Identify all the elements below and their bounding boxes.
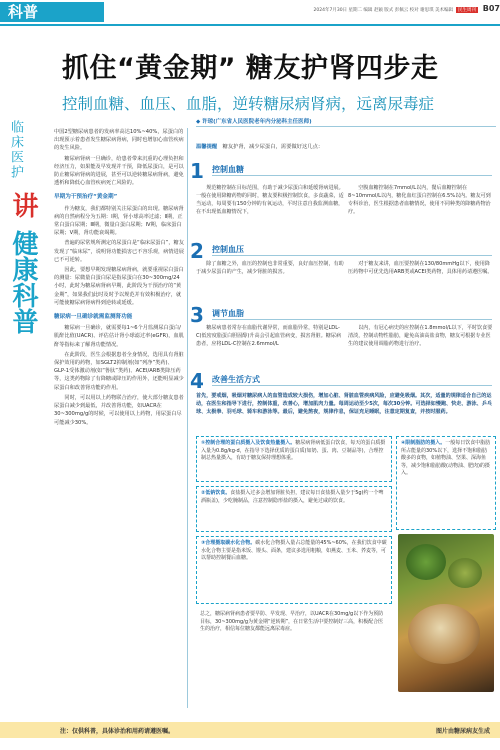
header-badge: 民生周刊: [458, 8, 476, 13]
tip-box-2: [196, 486, 392, 532]
left-para-4: 普遍的尿常规所测定的尿蛋白是“临床尿蛋白”，糖友发现了“临床尿”，说明肾功能损害已不容乐观，病情进展已不可逆转。: [54, 240, 184, 263]
column-divider: [187, 128, 188, 708]
left-para-6: 糖尿病一旦确诊，就需要每1~6个月监测尿白蛋白/肌酐比值(UACR)、评估估计肾小球滤过率(eGFR)，血肌酐等指标来了解肾功能情况。: [54, 325, 184, 348]
intro-text: 糖友护肾，减少尿蛋白，需要做好这几点：: [222, 144, 324, 150]
photo-greens-2: [448, 558, 482, 588]
left-para-2: 糖尿病肾病一旦确诊，给患者带来沉重的心理负担和经济压力，如果能及早发现并干预，降低尿蛋白，是可以防止糖尿病肾病的进展，甚至可以逆转糖尿病肾病，避免透析和降低心血管疾病死亡风险的。: [54, 155, 184, 187]
step-divider: [212, 385, 492, 386]
step-4: [190, 370, 496, 436]
step-2: [190, 240, 496, 290]
left-column: [54, 128, 184, 429]
step-text-b: [348, 324, 494, 348]
summary-text: 总之，糖尿病肾病患者要早防、早发现、早治疗，以UACR在30mg/g以下作为预防目标，30~300mg/g为黄金期“逆转期”，在日常生活中要控制好三高，积极配合医生的治疗，相信每位糖友都能远离尿毒症。: [200, 611, 384, 633]
step-number: 1: [190, 159, 204, 183]
footer-note: 注：仅供科普，具体诊治和用药请遵医嘱。: [60, 728, 175, 735]
left-para-5: 因此，要想早期发现糖尿病肾病，就要重视尿白蛋白的测量：尿微量白蛋白尿是指尿蛋白在30~300mg/24小时，此时为糖尿病肾病早期，此阶段为干预治疗的“黄金期”，如果我们此时及时予以规范并有效积极治疗，就可能使糖尿病肾病得到逆转或延缓。: [54, 267, 184, 306]
step-1-text-b: 空腹血糖控制在7mmol/L以内，餐后血糖控制在8~10mmol/L以内，糖化血红蛋白控制在6.5%以内。糖友可到专科诊治，医生根据患者血糖情况，使用不同种类的降糖药物治疗。: [348, 185, 491, 215]
sidebar: [0, 120, 50, 380]
step-text: [196, 392, 494, 416]
left-para-7: 在此阶段，医生会根据患者全身情况，选用具有肾脏保护效用的药物，如SGLT2抑制剂(如“列净”类药)、GLP-1受体激动剂(如“鲁肽”类药)、ACEI/ARB类降压药等，这类药物除了有降糖或降压的作用外，还能明显减少尿蛋白和改善肾功能的作用。: [54, 351, 184, 391]
step-heading: 控制血糖: [212, 165, 244, 174]
left-para-8: 同时，可以用以上药物联合治疗，使大部分糖友患者尿蛋白减少到最低，并改善肾功能，如UACR在30~300mg/g的时候，可以使用以上药物，用尿蛋白尽可能减少30%。: [54, 394, 184, 426]
step-2-text-a: 除了血糖之外，血压的控制也非常重要，良好血压控制，有助于减少尿蛋白的产生，减少肾脏的损害。: [196, 261, 344, 275]
tip-text: 碳水化合物摄入量占总能量的45%~60%，在我们饮食中碳水化合物主要是指米饭、馒头、面条，建议多选用粗粮，如燕麦、玉米、荞麦等，可以帮助控制餐后血糖。: [201, 540, 387, 562]
photo-bowl: [408, 604, 480, 664]
step-4-text: 首先，要戒烟，吸烟对糖尿病人的血管造成较大损伤，增加心脏、肾脏血管疾病风险，应避免吸烟。其次，适量的规律适合自己的运动，在医生和指导下进行，控制体重，改善心，增加肌肉力量。每周运动至少5次，每次30分钟。可选择如慢跑、快走、游泳、乒乓球、太极拳、羽毛球、骑车和游泳等。最后，避免熬夜，规律作息，保证充足睡眠，注意定期复查，并按时服药。: [196, 393, 492, 415]
tip-heading: ③合理摄取碳水化合物。: [201, 540, 256, 546]
summary-box: [196, 608, 392, 698]
step-3-text-b: 以内，有冠心病史的应控制在1.8mmol/L以下，平时饮食要清淡，控制动物性脂肪，避免高油高盐食物，糖友可根据专业医生的建议使用调脂药物进行治疗。: [348, 325, 493, 347]
step-3: [190, 304, 496, 364]
tip-text: 一般每日饮食中脂肪所占能量的30%以下，选择不饱和脂肪酸多的食物，如植物油、坚果、深海鱼等，减少饱和脂肪酸(动物油、肥肉)的摄入。: [401, 440, 491, 477]
step-heading: 改善生活方式: [212, 375, 260, 384]
page-footer: [0, 722, 500, 738]
step-text-b: [348, 184, 494, 216]
step-text-a: [196, 324, 344, 348]
footer-credit: 图片由糖尿病友生成: [435, 728, 490, 735]
step-heading: 调节血脂: [212, 309, 244, 318]
photo-greens: [406, 544, 446, 580]
tip-heading: ①控制合理的蛋白质摄入及饮食热量摄入。: [201, 440, 296, 446]
tip-heading: ②低钠饮食。: [201, 490, 231, 496]
tip-text: 食盐摄入过多会增加肾脏负担，建议每日食盐摄入量少于5g(约一个啤酒瓶盖)，少吃腌制品，注意控制隐形盐的摄入，避免过咸的饮食。: [201, 490, 384, 504]
intro-label: 温馨提醒: [196, 144, 218, 150]
author-divider: [196, 126, 496, 127]
left-section-heading-1: 早期为干预治疗“黄金期”: [54, 194, 118, 201]
left-para-1: 中国2型糖尿病患者的发病率高达10%~40%，尿蛋白的出现预示着患者发生糖尿病肾病，同时也增加心血管疾病的发生风险。: [54, 129, 184, 152]
tip-box-1: [196, 436, 392, 482]
step-divider: [212, 319, 492, 320]
step-divider: [212, 255, 492, 256]
article-subtitle: 控制血糖、血压、血脂，逆转糖尿病肾病，远离尿毒症: [62, 95, 435, 113]
page-header: [0, 0, 500, 24]
intro: [196, 142, 323, 150]
step-text-a: [196, 260, 344, 276]
step-number: 2: [190, 239, 204, 263]
tip-heading: ④限制脂肪的摄入。: [401, 440, 446, 446]
tip-box-3: [196, 536, 392, 604]
sidebar-big-1: 讲: [8, 192, 38, 218]
header-divider: [0, 24, 500, 26]
section-tag: 科普: [0, 2, 104, 22]
sidebar-column-label: 临床医护: [8, 120, 23, 180]
sidebar-big-2: 健康科普: [8, 230, 38, 334]
step-heading: 控制血压: [212, 245, 244, 254]
step-3-text-a: 糖尿病患者常存在血脂代谢异常，而血脂异常，特别是LDL-C(低密度脂蛋白胆固醇)升高会引起血管病变，损害肾脏。糖尿病患者，应将LDL-C控制在2.6mmol/L: [196, 325, 342, 347]
food-photo: [398, 534, 494, 692]
step-number: 3: [190, 303, 204, 327]
step-divider: [212, 175, 492, 176]
step-number: 4: [190, 369, 204, 393]
step-text-b: [348, 260, 494, 276]
left-para-3: 作为糖友，我们都特别关注尿蛋白的出现。糖尿病肾病的自然病程分为五期：Ⅰ期，肾小球高率过滤；Ⅱ期，正常白蛋白尿期；Ⅲ期，微量白蛋白尿期；Ⅳ期，临床蛋白尿期；Ⅴ期，肾功能衰竭期。: [54, 205, 184, 237]
header-meta-text: 2024年7月30日 星期二 编辑 赵颖 版式 彭佩云 校对 谢思琪 美术编辑: [313, 8, 453, 13]
author-line: ◆ 许琼(广东省人民医院老年内分泌科主任医师): [196, 119, 312, 125]
step-1: [190, 160, 496, 220]
step-2-text-b: 对于糖友来讲，血压要控制在130/80mmHg以下，使用降压药物中可优先选用ARB类或ACEI类药物，具体用药请遵医嘱。: [348, 261, 493, 275]
left-section-heading-2: 糖尿病一旦确诊就需监测肾功能: [54, 314, 133, 321]
header-meta: [314, 7, 478, 13]
step-1-text-a: 规范糖控制在目标范围，有助于减少尿蛋白和延缓肾病进展。一般在使用降糖药物的同时，糖友要积极控制饮食，多食蔬菜，适当运动，每周要有150分钟的有氧运动，平时注意自我监测血糖，在不出现低血糖情况下，: [196, 185, 344, 215]
step-text-a: [196, 184, 344, 216]
tip-box-4: [396, 436, 496, 530]
page-number: B07: [482, 4, 500, 13]
tip-text: 糖尿病肾病低蛋白饮食，每天的蛋白质摄入量为0.8g/kg·d，在指导下选择优质的蛋白质(如奶、蛋、肉、豆制品等)，合理控制总热量摄入，有助于糖友保持理想体重。: [201, 440, 386, 462]
article-title: 抓住“黄金期” 糖友护肾四步走: [62, 53, 439, 84]
